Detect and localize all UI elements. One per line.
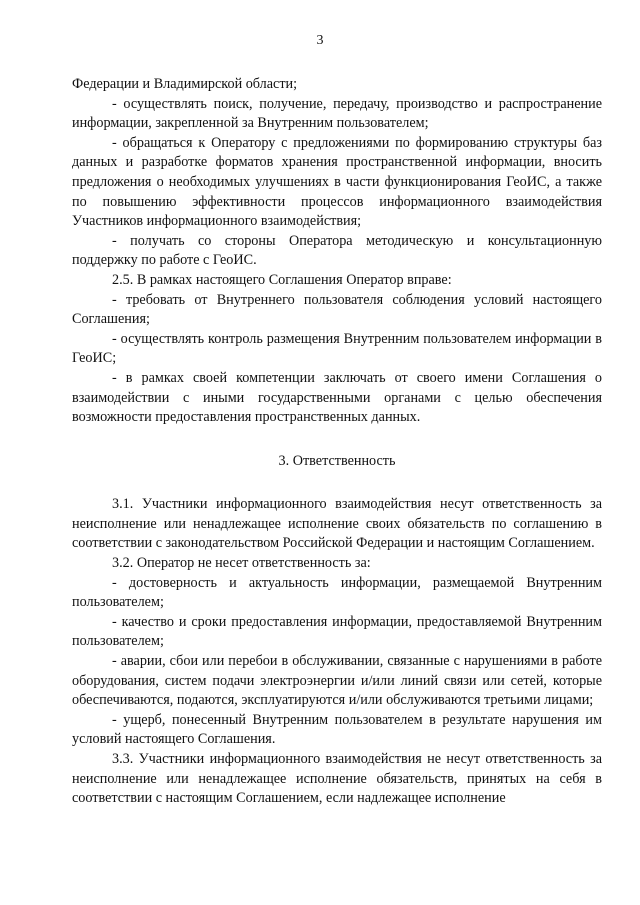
section-heading: 3. Ответственность [278,452,396,469]
document-body [72,75,602,809]
paragraph: - требовать от Внутреннего пользователя соблюдения условий настоящего Соглашения; [72,291,602,328]
paragraph: - достоверность и актуальность информации, размещаемой Внутренним пользователем; [72,574,602,611]
paragraph: 3.3. Участники информационного взаимодействия не несут ответственность за неисполнение или ненадлежащее исполнение обязательств, принятых на себя в соответствии с настоящим Соглашением, если надлежащее исполнение [72,751,602,807]
paragraph: - получать со стороны Оператора методическую и консультационную поддержку по работе с ГеоИС. [72,232,602,269]
page-number: 3 [316,33,324,48]
paragraph: - качество и сроки предоставления информации, предоставляемой Внутренним пользователем; [72,613,602,650]
paragraph: - в рамках своей компетенции заключать от своего имени Соглашения о взаимодействии с иными государственными органами с целью обеспечения возможности предоставления пространственных данных. [72,369,602,426]
paragraph: - аварии, сбои или перебои в обслуживании, связанные с нарушениями в работе оборудования, систем подачи электроэнергии и/или линий связи или сетей, которые обеспечиваются, подаются, эксплуатируются и/или обслуживаются третьими лицами; [72,653,602,709]
paragraph: 3.2. Оператор не несет ответственность за: [112,555,371,572]
paragraph: - ущерб, понесенный Внутренним пользователем в результате нарушения им условий настоящего Соглашения. [72,711,602,748]
paragraph: - обращаться к Оператору с предложениями по формированию структуры баз данных и разработке форматов хранения пространственной информации, вносить предложения о необходимых улучшениях в части функционирования ГеоИС, а также по повышению эффективности процессов информационного взаимодействия Участников информационного взаимодействия; [72,134,602,230]
paragraph: 2.5. В рамках настоящего Соглашения Оператор вправе: [112,271,452,288]
paragraph: - осуществлять контроль размещения Внутренним пользователем информации в ГеоИС; [72,330,602,367]
paragraph: 3.1. Участники информационного взаимодействия несут ответственность за неисполнение или ненадлежащее исполнение своих обязательств по соглашению в соответствии с законодательством Российской Федерации и настоящим Соглашением. [72,496,602,552]
paragraph: - осуществлять поиск, получение, передачу, производство и распространение информации, закрепленной за Внутренним пользователем; [72,95,602,132]
paragraph: Федерации и Владимирской области; [72,76,298,92]
